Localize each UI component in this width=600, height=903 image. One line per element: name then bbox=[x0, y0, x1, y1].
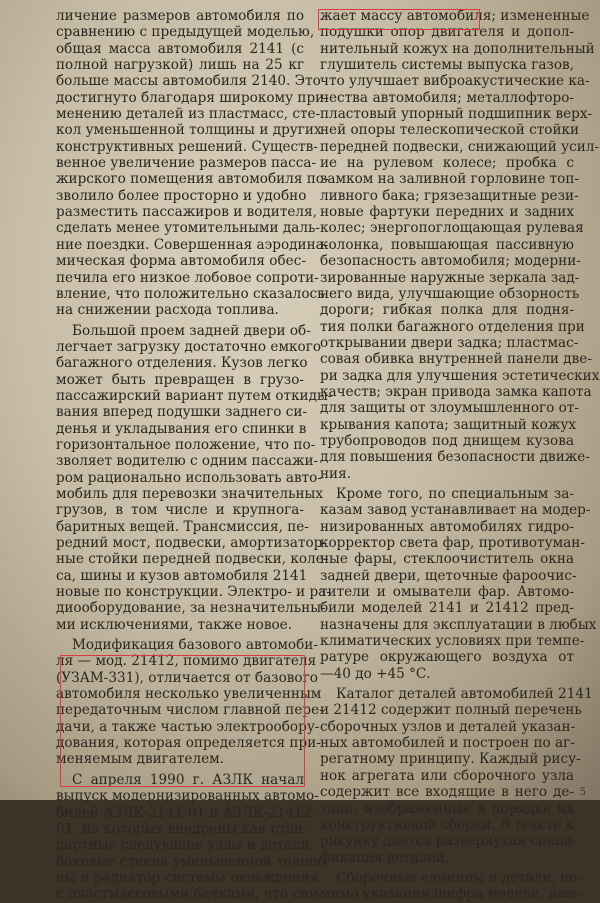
text-line: конструктивных решений. Существ- bbox=[56, 138, 318, 155]
text-line: полной нагрузкой) лишь на 25 кг bbox=[56, 57, 304, 74]
text-line: ние поездки. Совершенная аэродина- bbox=[56, 236, 329, 253]
text-line: безопасность автомобиля; модерни- bbox=[320, 253, 581, 270]
text-line: выпуск модернизированных автомо- bbox=[56, 788, 319, 805]
text-line: мобиль для перевозки значительных bbox=[56, 485, 324, 502]
text-line: зволяет водителю с одним пассажи- bbox=[56, 453, 319, 470]
text-line: сделать менее утомительными даль- bbox=[56, 220, 320, 237]
text-line: тали, изображенные в порядке их bbox=[320, 800, 574, 817]
text-line: качеств; экран привода замка капота bbox=[320, 383, 592, 400]
text-line: замком на заливной горловине топ- bbox=[320, 171, 579, 188]
text-line: ри задка для улучшения эстетических bbox=[320, 367, 600, 384]
text-line: Сборочные единицы и детали, по- bbox=[336, 869, 582, 886]
text-line: для повышения безопасности движе- bbox=[320, 449, 590, 466]
text-line: кол уменьшенной толщины и других bbox=[56, 122, 322, 139]
text-line: и 21412 содержит полный перечень bbox=[320, 702, 582, 719]
text-line: колонка, повышающая пассивную bbox=[320, 236, 574, 253]
text-line: глушитель системы выпуска газов, bbox=[320, 57, 574, 74]
text-line: нительный кожух на дополнительный bbox=[320, 40, 595, 57]
right-text-column bbox=[320, 8, 600, 903]
text-line: С апреля 1990 г. АЗЛК начал bbox=[72, 771, 304, 788]
text-line: зированные наружные зеркала зад- bbox=[320, 269, 580, 286]
text-line: са, шины и кузов автомобиля 2141 bbox=[56, 567, 308, 584]
text-line: чества автомобиля; металлофторо- bbox=[320, 89, 574, 106]
text-line: Каталог деталей автомобилей 2141 bbox=[336, 686, 593, 703]
text-line: с пластмассовыми бачками, что сни- bbox=[56, 886, 323, 903]
text-line: меняемым двигателем. bbox=[56, 751, 225, 768]
text-line: корректор света фар, противотуман- bbox=[320, 535, 585, 551]
text-line: редний мост, подвески, амортизатор- bbox=[56, 535, 327, 551]
text-line: ратуре окружающего воздуха от bbox=[320, 649, 574, 666]
text-line: пассажирский вариант путем откиды- bbox=[56, 387, 333, 404]
text-line: колес; энергопоглощающая рулевая bbox=[320, 220, 584, 237]
text-line: грузов, в том числе и крупнога- bbox=[56, 502, 304, 519]
text-line: передаточным числом главной пере- bbox=[56, 702, 324, 719]
text-line: ные стойки передней подвески, коле- bbox=[56, 551, 329, 568]
text-line: совая обивка внутренней панели две- bbox=[320, 351, 592, 368]
text-line: регатному принципу. Каждый рису- bbox=[320, 751, 581, 768]
text-line: конструктивной сборки. В тексте к bbox=[320, 816, 575, 833]
text-line: больше массы автомобиля 2140. Это bbox=[56, 73, 321, 90]
text-line: ром рационально использовать авто- bbox=[56, 469, 322, 486]
text-line: 01, на которых внедрены как стан- bbox=[56, 820, 308, 837]
text-line: новые фартуки передних и задних bbox=[320, 204, 574, 221]
text-line: достигнуто благодаря широкому при- bbox=[56, 89, 329, 106]
text-line: ие на рулевом колесе; пробка с bbox=[320, 155, 574, 172]
text-line: жирского помещения автомобиля по- bbox=[56, 171, 329, 188]
text-line: может быть превращен в грузо- bbox=[56, 371, 304, 388]
text-line: тители и омыватели фар. Автомо- bbox=[320, 584, 574, 601]
text-line: низированных автомобилях гидро- bbox=[320, 518, 574, 535]
text-line: —40 до +45 °С. bbox=[320, 665, 431, 682]
text-line: крывания капота; защитный кожух bbox=[320, 416, 577, 433]
text-line: денья и укладывания его спинки в bbox=[56, 420, 307, 437]
text-line: содержит все входящие в него де- bbox=[320, 784, 574, 801]
text-line: дороги; гибкая полка для подня- bbox=[320, 302, 574, 319]
text-line: баритных вещей. Трансмиссия, пе- bbox=[56, 518, 309, 535]
text-line: для защиты от злоумышленного от- bbox=[320, 400, 579, 417]
text-line: зволило более просторно и удобно bbox=[56, 187, 307, 204]
text-line: жает массу автомобиля; измененные bbox=[320, 8, 590, 24]
text-line: вление, что положительно сказалось bbox=[56, 285, 325, 302]
text-line: Кроме того, по специальным за- bbox=[336, 485, 574, 502]
text-line: боковые стекла уменьшенной толщи- bbox=[56, 853, 327, 870]
text-line: ные фары, стеклоочиститель окна bbox=[320, 551, 574, 568]
text-line: билей АЗЛК-2141-01 и АЗЛК-21412- bbox=[56, 804, 316, 821]
text-line: открывании двери задка; пластмас- bbox=[320, 334, 579, 351]
text-line: сборочных узлов и деталей указан- bbox=[320, 718, 576, 735]
text-line: автомобиля несколько увеличенным bbox=[56, 686, 322, 703]
text-line: разместить пассажиров и водителя, bbox=[56, 204, 317, 221]
text-line: климатических условиях при темпе- bbox=[320, 633, 585, 650]
text-line: казам завод устанавливает на модер- bbox=[320, 502, 591, 519]
text-line: мическая форма автомобиля обес- bbox=[56, 253, 306, 270]
text-line: подушки опор двигателя и допол- bbox=[320, 24, 574, 41]
text-line: багажного отделения. Кузов легко bbox=[56, 355, 308, 372]
text-line: дования, которая определяется при- bbox=[56, 735, 321, 752]
text-line: тия полки багажного отделения при bbox=[320, 318, 585, 335]
text-line: фикация деталей. bbox=[320, 849, 450, 866]
text-line: ливного бака; грязезащитные рези- bbox=[320, 187, 579, 204]
text-line: мимо указания шифра модели, име- bbox=[320, 886, 582, 903]
text-line: назначены для эксплуатации в любых bbox=[320, 616, 597, 633]
text-line: ней опоры телескопической стойки bbox=[320, 122, 580, 139]
text-line: пластовый упорный подшипник верх- bbox=[320, 106, 593, 123]
text-line: ля — мод. 21412, помимо двигателя bbox=[56, 653, 317, 670]
text-line: дачи, а также частью электрообору- bbox=[56, 718, 320, 735]
text-line: горизонтальное положение, что по- bbox=[56, 436, 316, 453]
text-line: (УЗАМ-331), отличается от базового bbox=[56, 669, 318, 686]
left-text-column bbox=[56, 8, 333, 903]
text-line: диооборудование, за незначительны- bbox=[56, 600, 326, 617]
text-line: печила его низкое лобовое сопроти- bbox=[56, 269, 319, 286]
text-line: что улучшает виброакустические ка- bbox=[320, 73, 590, 90]
text-line: легчает загрузку достаточно емкого bbox=[56, 338, 322, 355]
text-line: били моделей 2141 и 21412 пред- bbox=[320, 600, 574, 617]
text-line: на снижении расхода топлива. bbox=[56, 302, 279, 319]
text-line: менению деталей из пластмасс, сте- bbox=[56, 106, 321, 123]
text-line: нок агрегата или сборочного узла bbox=[320, 767, 574, 784]
page-number: 5 bbox=[579, 787, 586, 798]
text-line: Большой проем задней двери об- bbox=[72, 322, 311, 339]
text-line: общая масса автомобиля 2141 (с bbox=[56, 40, 304, 57]
text-line: венное увеличение размеров пасса- bbox=[56, 155, 317, 172]
text-line: задней двери, щеточные фароочис- bbox=[320, 567, 577, 584]
text-line: личение размеров автомобиля по bbox=[56, 8, 304, 24]
text-line: него вида, улучшающие обзорность bbox=[320, 285, 580, 302]
text-line: вания вперед подушки заднего си- bbox=[56, 404, 307, 421]
text-line: ных автомобилей и построен по аг- bbox=[320, 735, 575, 752]
text-line: новые по конструкции. Электро- и ра- bbox=[56, 584, 331, 601]
text-line: трубопроводов под днищем кузова bbox=[320, 432, 574, 449]
text-line: передней подвески, снижающий усил- bbox=[320, 138, 599, 155]
text-line: ны и радиатор системы охлаждения bbox=[56, 869, 319, 886]
text-line: сравнению с предыдущей моделью, bbox=[56, 24, 315, 41]
text-line: дартные следующие узлы и детали: bbox=[56, 837, 315, 854]
text-line: Модификация базового автомоби- bbox=[72, 637, 318, 654]
text-line: ми исключениями, также новое. bbox=[56, 616, 293, 633]
text-line: ния. bbox=[320, 465, 352, 482]
text-line: рисунку дается развернутая специ- bbox=[320, 833, 578, 850]
